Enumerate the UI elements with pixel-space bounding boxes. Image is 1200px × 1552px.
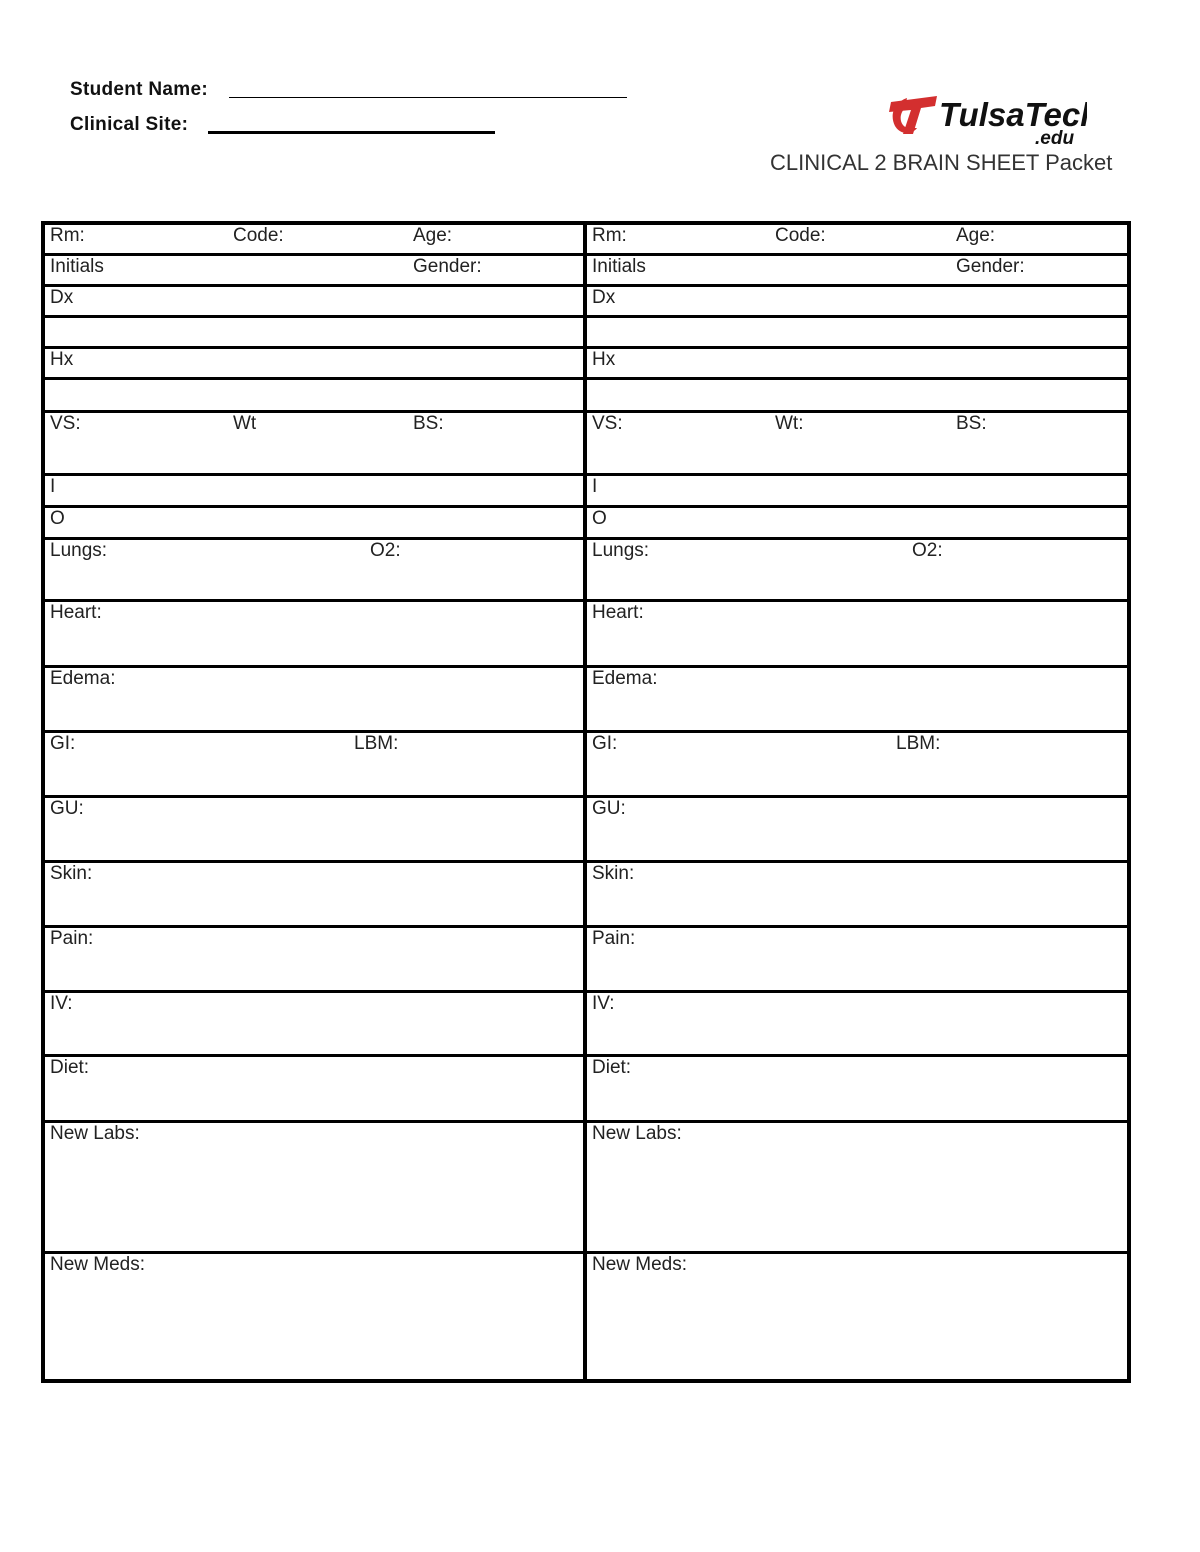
- skin-label: Skin:: [50, 863, 93, 884]
- diet-label: Diet:: [50, 1057, 90, 1078]
- lungs-label: Lungs:: [50, 540, 108, 561]
- edema-row[interactable]: [587, 668, 1127, 733]
- lungs-row[interactable]: [45, 540, 583, 602]
- new-labs-row[interactable]: [587, 1123, 1127, 1254]
- gu-row[interactable]: [587, 798, 1127, 863]
- hx-label: Hx: [50, 349, 74, 370]
- dx-extra-row[interactable]: [45, 318, 583, 349]
- vs-label: VS:: [592, 413, 623, 434]
- intake-label: I: [50, 476, 56, 497]
- o2-label: O2:: [370, 540, 401, 561]
- vitals-row[interactable]: [587, 413, 1127, 476]
- pain-label: Pain:: [50, 928, 94, 949]
- gender-label: Gender:: [413, 256, 482, 277]
- gi-row[interactable]: [45, 733, 583, 798]
- sheet-title: CLINICAL 2 BRAIN SHEET Packet: [770, 150, 1113, 175]
- gu-label: GU:: [592, 798, 626, 819]
- hx-extra-row[interactable]: [45, 380, 583, 413]
- hx-row[interactable]: [45, 349, 583, 380]
- gu-row[interactable]: [45, 798, 583, 863]
- vs-label: VS:: [50, 413, 81, 434]
- vitals-row[interactable]: [45, 413, 583, 476]
- bs-label: BS:: [956, 413, 987, 434]
- student-name-field[interactable]: [229, 97, 627, 98]
- hx-extra-row[interactable]: [587, 380, 1127, 413]
- heart-label: Heart:: [50, 602, 102, 623]
- code-label: Code:: [233, 225, 284, 246]
- dx-label: Dx: [50, 287, 74, 308]
- lungs-label: Lungs:: [592, 540, 650, 561]
- output-row[interactable]: [45, 508, 583, 540]
- logo-name: TulsaTech: [939, 96, 1087, 133]
- dx-row[interactable]: [587, 287, 1127, 318]
- gu-label: GU:: [50, 798, 84, 819]
- diet-label: Diet:: [592, 1057, 632, 1078]
- output-label: O: [50, 508, 65, 529]
- iv-row[interactable]: [45, 993, 583, 1057]
- initials-label: Initials: [592, 256, 646, 277]
- edema-label: Edema:: [592, 668, 658, 689]
- tulsatech-logo: [887, 92, 1087, 148]
- rm-code-age-row[interactable]: [587, 225, 1127, 256]
- skin-label: Skin:: [592, 863, 635, 884]
- new-meds-row[interactable]: [587, 1254, 1127, 1379]
- bs-label: BS:: [413, 413, 444, 434]
- new-labs-label: New Labs:: [592, 1123, 682, 1144]
- pain-label: Pain:: [592, 928, 636, 949]
- intake-row[interactable]: [45, 476, 583, 508]
- gi-row[interactable]: [587, 733, 1127, 798]
- iv-row[interactable]: [587, 993, 1127, 1057]
- new-meds-label: New Meds:: [592, 1254, 688, 1275]
- edema-label: Edema:: [50, 668, 116, 689]
- intake-label: I: [592, 476, 598, 497]
- pain-row[interactable]: [587, 928, 1127, 993]
- wt-label: Wt:: [775, 413, 804, 434]
- iv-label: IV:: [592, 993, 615, 1014]
- gender-label: Gender:: [956, 256, 1025, 277]
- diet-row[interactable]: [45, 1057, 583, 1123]
- age-label: Age:: [956, 225, 996, 246]
- dx-extra-row[interactable]: [587, 318, 1127, 349]
- new-meds-row[interactable]: [45, 1254, 583, 1379]
- initials-gender-row[interactable]: [45, 256, 583, 287]
- lungs-row[interactable]: [587, 540, 1127, 602]
- initials-label: Initials: [50, 256, 104, 277]
- lbm-label: LBM:: [354, 733, 399, 754]
- pain-row[interactable]: [45, 928, 583, 993]
- new-meds-label: New Meds:: [50, 1254, 146, 1275]
- gi-label: GI:: [50, 733, 76, 754]
- age-label: Age:: [413, 225, 453, 246]
- logo-suffix: .edu: [1035, 128, 1075, 148]
- heart-row[interactable]: [587, 602, 1127, 668]
- rm-label: Rm:: [50, 225, 85, 246]
- new-labs-row[interactable]: [45, 1123, 583, 1254]
- wt-label: Wt: [233, 413, 257, 434]
- clinical-site-field[interactable]: [208, 131, 495, 134]
- skin-row[interactable]: [45, 863, 583, 928]
- iv-label: IV:: [50, 993, 73, 1014]
- diet-row[interactable]: [587, 1057, 1127, 1123]
- rm-code-age-row[interactable]: [45, 225, 583, 256]
- lbm-label: LBM:: [896, 733, 941, 754]
- edema-row[interactable]: [45, 668, 583, 733]
- gi-label: GI:: [592, 733, 618, 754]
- tulsatech-logo-icon: [887, 92, 1087, 148]
- dx-label: Dx: [592, 287, 616, 308]
- heart-row[interactable]: [45, 602, 583, 668]
- hx-row[interactable]: [587, 349, 1127, 380]
- dx-row[interactable]: [45, 287, 583, 318]
- o2-label: O2:: [912, 540, 943, 561]
- skin-row[interactable]: [587, 863, 1127, 928]
- clinical-site-label: Clinical Site:: [70, 114, 189, 135]
- rm-label: Rm:: [592, 225, 627, 246]
- intake-row[interactable]: [587, 476, 1127, 508]
- heart-label: Heart:: [592, 602, 644, 623]
- new-labs-label: New Labs:: [50, 1123, 140, 1144]
- output-label: O: [592, 508, 607, 529]
- code-label: Code:: [775, 225, 826, 246]
- hx-label: Hx: [592, 349, 616, 370]
- initials-gender-row[interactable]: [587, 256, 1127, 287]
- output-row[interactable]: [587, 508, 1127, 540]
- student-name-label: Student Name:: [70, 79, 208, 100]
